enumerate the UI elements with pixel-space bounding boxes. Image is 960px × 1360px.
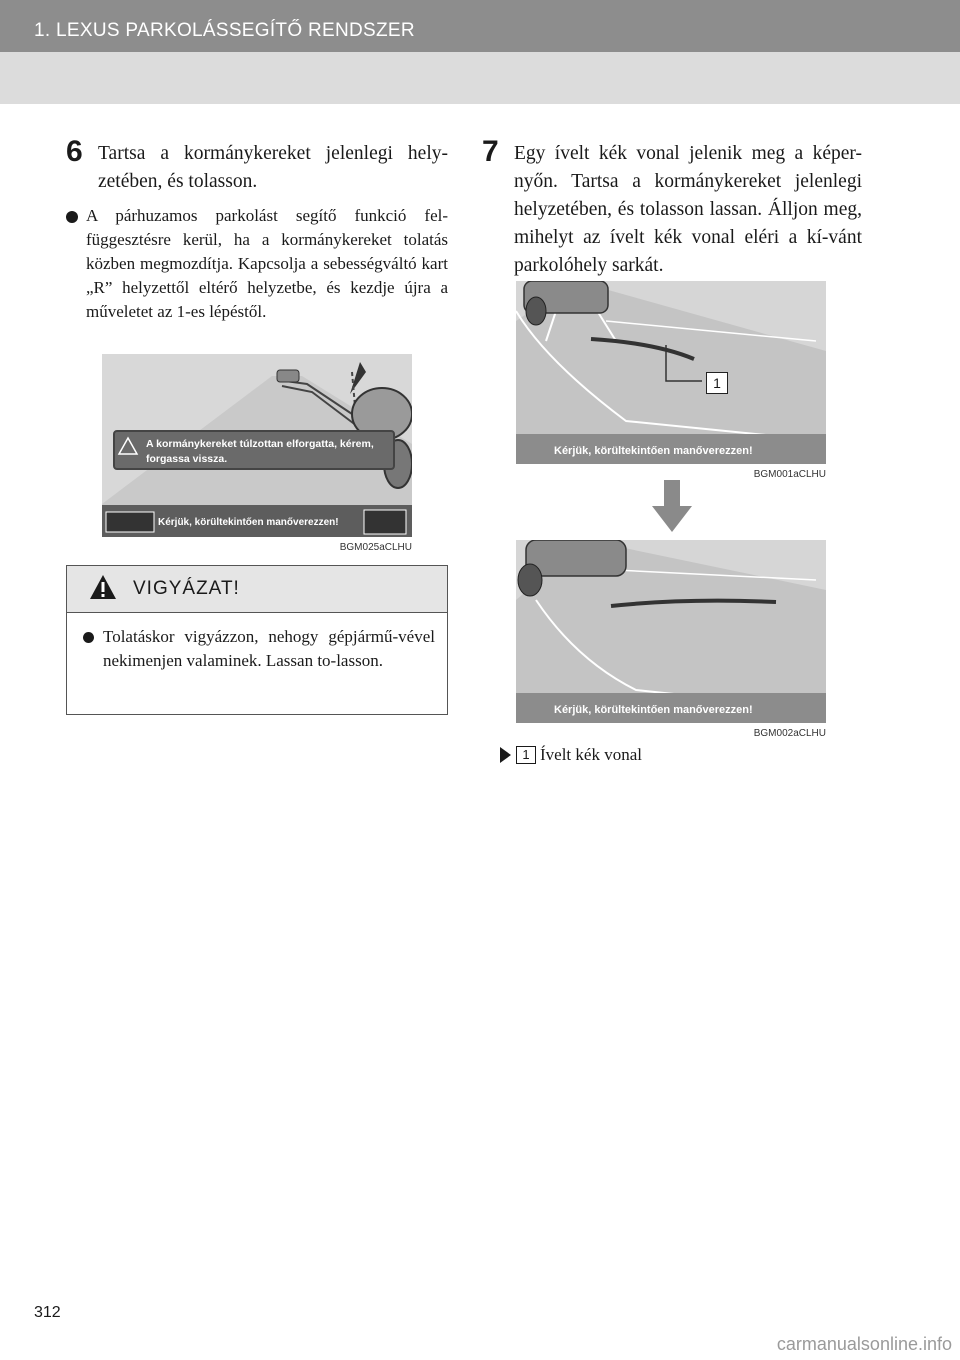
warning-line-1: A kormánykereket túlzottan elforgatta, kérem, (146, 438, 374, 450)
figure-code: BGM001aCLHU (753, 469, 826, 480)
callout-1: 1 (706, 372, 728, 394)
screen-bottom-text: Kérjük, körültekintően manőverezzen! (158, 517, 339, 528)
down-arrow-icon (652, 480, 692, 537)
section-title: 1. LEXUS PARKOLÁSSEGÍTŐ RENDSZER (34, 20, 415, 41)
legend (500, 745, 642, 765)
left-column (66, 135, 448, 324)
caution-text: Tolatáskor vigyázzon, nehogy gépjármű-vével nekimenjen valaminek. Lassan to-lasson. (103, 627, 435, 670)
step-7 (482, 135, 862, 280)
warning-triangle-icon (89, 574, 117, 605)
bullet-icon (66, 211, 78, 223)
header-bar (0, 0, 960, 52)
right-column (482, 135, 862, 280)
figure-code: BGM002aCLHU (753, 728, 826, 739)
step-number: 7 (482, 135, 499, 168)
step-text: Egy ívelt kék vonal jelenik meg a képer-nyőn. Tartsa a kormánykereket jelenlegi helyzetében, és tolasson lassan. Álljon meg, mihelyt az ívelt kék vonal eléri a kí-vánt parkolóhely sarkát. (514, 143, 862, 276)
bullet-icon (83, 632, 94, 643)
watermark[interactable]: carmanualsonline.info (776, 1334, 952, 1354)
page-number: 312 (34, 1304, 61, 1321)
figure-code: BGM025aCLHU (339, 542, 412, 553)
caution-title: VIGYÁZAT! (133, 578, 240, 599)
legend-label: Ívelt kék vonal (540, 745, 642, 764)
figure-steering-warning (102, 354, 412, 553)
screen-bottom-text: Kérjük, körültekintően manőverezzen! (554, 704, 753, 716)
figure-curved-line-final (516, 540, 826, 739)
legend-number: 1 (516, 746, 536, 764)
note-text: A párhuzamos parkolást segítő funkció fel-függesztésre kerül, ha a kormánykereket tolatás közben megmozdítja. Kapcsolja a sebességváltó kart „R” helyzettől eltérő helyzetbe, és kezdje újra a műveletet az 1-es lépéstől. (86, 206, 448, 321)
caution-box (66, 565, 448, 715)
screen-bottom-text: Kérjük, körültekintően manőverezzen! (554, 445, 753, 457)
header-subbar (0, 52, 960, 104)
figure-curved-line-initial (516, 281, 826, 480)
step-number: 6 (66, 135, 83, 168)
caution-header (67, 566, 447, 613)
triangle-right-icon (500, 747, 511, 763)
step-6-note (66, 204, 448, 324)
step-6 (66, 135, 448, 196)
step-text: Tartsa a kormánykereket jelenlegi hely-zetében, és tolasson. (98, 143, 448, 192)
caution-item (67, 613, 447, 673)
warning-line-2: forgassa vissza. (146, 453, 228, 465)
